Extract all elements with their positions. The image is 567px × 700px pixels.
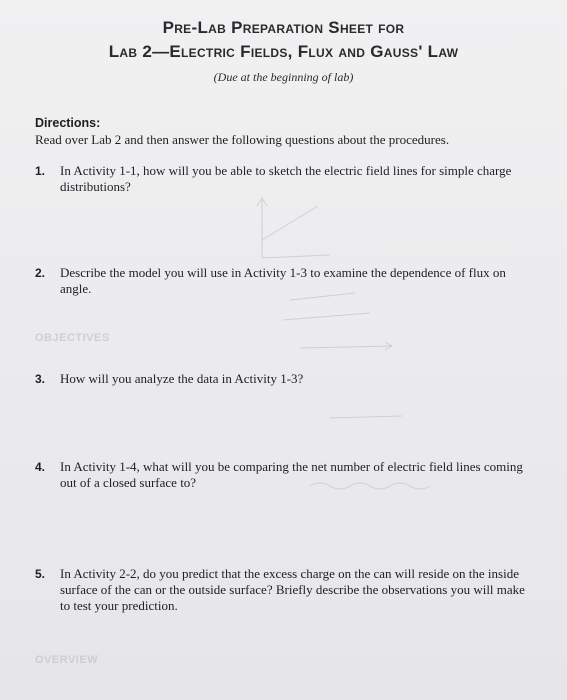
question-4-text: In Activity 1-4, what will you be comparing the net number of electric field lines coming out of a closed surface to? (60, 459, 523, 490)
bleed-through-objectives: OBJECTIVES (35, 332, 110, 344)
directions-heading: Directions: (35, 116, 101, 130)
question-2-text: Describe the model you will use in Activity 1-3 to examine the dependence of flux on angle. (60, 265, 506, 296)
page-title-line2: Lab 2—Electric Fields, Flux and Gauss' Law (108, 42, 459, 61)
question-2 (35, 265, 525, 297)
page-subtitle: (Due at the beginning of lab) (213, 70, 354, 84)
question-4 (35, 459, 525, 491)
sketch-arrowhead-right (385, 342, 392, 350)
question-3-number: 3. (35, 372, 46, 386)
sketch-diagonal (262, 206, 318, 240)
bleed-through-overview: OVERVIEW (35, 654, 99, 666)
question-1-text: In Activity 1-1, how will you be able to sketch the electric field lines for simple charge distributions? (60, 163, 512, 194)
sketch-axis-horizontal (262, 255, 330, 258)
sketch-line-b (283, 313, 370, 320)
question-5-number: 5. (35, 567, 46, 581)
sketch-arrowhead-up (257, 198, 267, 206)
directions-text: Read over Lab 2 and then answer the following questions about the procedures. (35, 132, 450, 147)
question-5-text: In Activity 2-2, do you predict that the excess charge on the can will reside on the inside surface of the can or the outside surface? Briefly describe the observations you will make to test your prediction. (60, 566, 525, 613)
question-4-number: 4. (35, 460, 46, 474)
question-1-number: 1. (35, 164, 46, 178)
question-2-number: 2. (35, 266, 46, 280)
question-3-text: How will you analyze the data in Activity 1-3? (60, 371, 304, 386)
sketch-line-c (300, 346, 392, 348)
sketch-line-d (330, 416, 402, 418)
question-3 (35, 371, 525, 387)
page-title-line1: Pre-Lab Preparation Sheet for (162, 18, 405, 37)
question-5 (35, 566, 525, 614)
question-1 (35, 163, 525, 195)
